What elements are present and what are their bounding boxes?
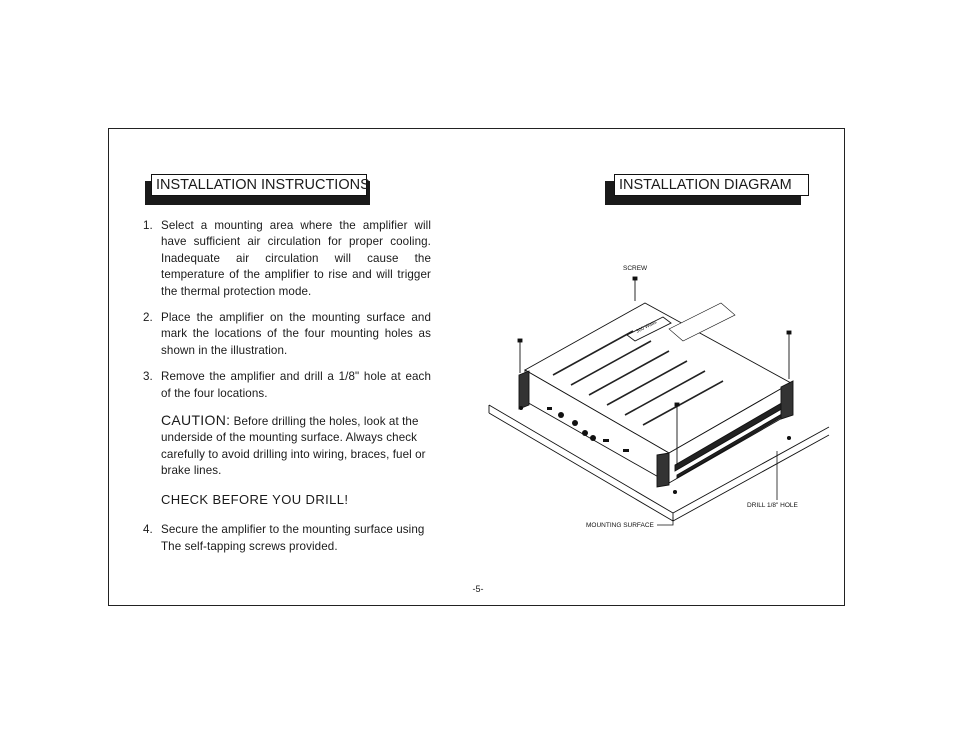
step-item — [143, 369, 431, 402]
step-number: 3. — [143, 370, 153, 384]
step-text: Place the amplifier on the mounting surface and mark the locations of the four mounting holes as shown in the illustration. — [161, 311, 431, 357]
check-drill-warning: CHECK BEFORE YOU DRILL! — [161, 491, 349, 507]
diagram-heading-title: INSTALLATION DIAGRAM — [614, 174, 809, 196]
step-text: Secure the amplifier to the mounting surface using The self-tapping screws provided. — [161, 523, 425, 553]
caution-label: CAUTION: — [161, 412, 231, 429]
instructions-heading-title: INSTALLATION INSTRUCTIONS — [151, 174, 367, 196]
step-text: Select a mounting area where the amplifier will have sufficient air circulation for proper cooling. Inadequate air circulation will cause the temperature of the amplifier to rise and will trigger the thermal protection mode. — [161, 219, 431, 298]
caution-text: Before drilling the holes, look at the underside of the mounting surface. Always check carefully to avoid drilling into wiring, braces, fuel or brake lines. — [161, 415, 426, 478]
diagram-illustration — [485, 255, 835, 535]
instructions-list — [143, 218, 431, 555]
drill-hole-label: DRILL 1/8" HOLE — [747, 502, 798, 509]
power-badge-label: 300 Watts — [635, 319, 658, 335]
screw-label: SCREW — [623, 265, 648, 272]
amplifier-unit — [519, 303, 793, 487]
step-number: 2. — [143, 311, 153, 325]
step-item — [143, 522, 431, 555]
step-text: Remove the amplifier and drill a 1/8" hole at each of the four locations. — [161, 370, 431, 400]
installation-diagram — [485, 255, 835, 535]
step-number: 4. — [143, 523, 153, 537]
caution-note — [143, 412, 431, 480]
step-item — [143, 218, 431, 300]
step-item — [143, 310, 431, 359]
step-number: 1. — [143, 219, 153, 232]
mounting-surface-label: MOUNTING SURFACE — [586, 522, 654, 529]
page-number: -5- — [472, 584, 484, 594]
